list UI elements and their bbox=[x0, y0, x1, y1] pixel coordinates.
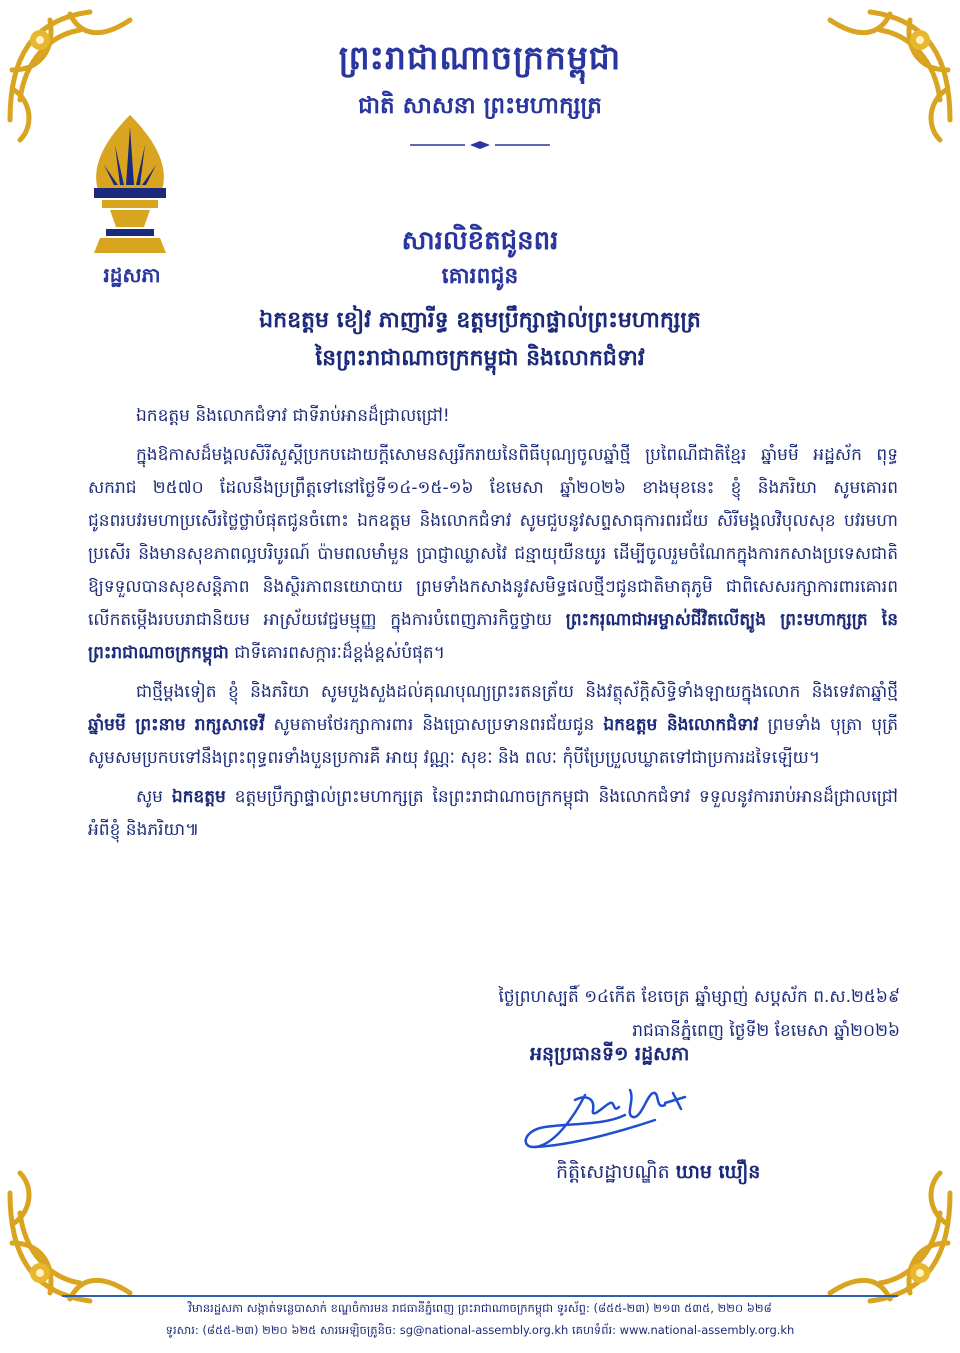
footer-address: វិមានរដ្ឋសភា សង្កាត់ទន្លេបាសាក់ ខណ្ឌចំការមន រាជធានីភ្នំពេញ ព្រះរាជាណាចក្រកម្ពុជា ទូរស័ព្ទ: (៨៥៥-២៣) ២១៣ ៥៣៥, ២២០ ៦២៨ bbox=[188, 1301, 772, 1315]
signatory-name: កិត្តិសេដ្ឋាបណ្ឌិត ឃាម ឃឿន bbox=[556, 1161, 761, 1183]
heading-divider bbox=[410, 140, 550, 150]
letter-date bbox=[410, 980, 900, 1048]
handwritten-signature bbox=[515, 1075, 745, 1165]
recipient-line-1: ឯកឧត្តម ខៀវ ភាញារីទ្ធ ឧត្តមប្រឹក្សាផ្ទាល់ព្រះមហាក្សត្រ bbox=[259, 308, 701, 333]
ornament-corner-bottom-right bbox=[810, 1163, 960, 1313]
kingdom-heading: ព្រះរាជាណាចក្រកម្ពុជា bbox=[338, 38, 622, 77]
salutation: ឯកឧត្តម និងលោកជំទាវ ជាទីរាប់អានដ៏ជ្រាលជ្រៅ! bbox=[136, 406, 450, 426]
paragraph-1: ក្នុងឱកាសដ៏មង្គលសិរីសួស្តីប្រកបដោយក្តីសោមនស្សរីករាយនៃពិធីបុណ្យចូលឆ្នាំថ្មី ប្រពៃណីជាតិខ្មែរ ឆ្នាំមមី អដ្ឋស័ក ពុទ្ធសករាជ ២៥៧០ ដែលនឹងប្រព្រឹត្តទៅនៅថ្ងៃទី១៤-១៥-១៦ ខែមេសា ឆ្នាំ២០២៦ ខាងមុខនេះ ខ្ញុំ និងភរិយា សូមគោរពជូនពរបវរមហាប្រសើរថ្លៃថ្លាបំផុតជូនចំពោះ ឯកឧត្តម និងលោកជំទាវ សូមជួបនូវសព្ទសាធុការពរជ័យ សិរីមង្គលវិបុលសុខ បវរមហាប្រសើរ និងមានសុខភាពល្អបរិបូរណ៍ ប៉ាមពលមាំមួន ប្រាជ្ញាឈ្លាសវៃ ជន្មាយុយឺនយូរ ដើម្បីចូលរួមចំណែកក្នុងការកសាងប្រទេសជាតិ ឱ្យទទួលបានសុខសន្តិភាព និងស្ថិរភាពនយោបាយ ព្រមទាំងកសាងនូវសមិទ្ធផលថ្មីៗជូនជាតិមាតុភូមិ ជាពិសេសរក្សាការពារគោរពលើកតម្កើងរបបរាជានិយម អាស្រ័យវេជ្ជមម្មុញ្ញ ក្នុងការបំពេញភារកិច្ចថ្វាយ ព្រះករុណាជាអម្ចាស់ជីវិតលើត្បូង ព្រះមហាក្សត្រ នៃព្រះរាជាណាចក្រកម្ពុជា ជាទីគោរពសក្ការៈដ៏ខ្ពង់ខ្ពស់បំផុត។ bbox=[88, 445, 898, 663]
letter-body bbox=[88, 400, 898, 853]
ornament-corner-bottom-left bbox=[0, 1163, 150, 1313]
motto-heading: ជាតិ សាសនា ព្រះមហាក្សត្រ bbox=[358, 93, 602, 119]
recipient-line-2: នៃព្រះរាជាណាចក្រកម្ពុជា និងលោកជំទាវ bbox=[315, 346, 645, 371]
footer-divider bbox=[62, 1295, 898, 1297]
footer-contacts: ទូរសារ: (៨៥៥-២៣) ២២០ ៦២៥ សារអេឡិចត្រូនិច: sg@national-assembly.org.kh គេហទំព័រ: www.national-assembly.org.kh bbox=[165, 1323, 795, 1337]
signatory-title: អនុប្រធានទី១ រដ្ឋសភា bbox=[530, 1043, 690, 1065]
paragraph-3: សូម ឯកឧត្តម ឧត្តមប្រឹក្សាផ្ទាល់ព្រះមហាក្សត្រ នៃព្រះរាជាណាចក្រកម្ពុជា និងលោកជំទាវ ទទួលនូវការរាប់អានដ៏ជ្រាលជ្រៅអំពីខ្ញុំ និងភរិយា៕ bbox=[88, 787, 898, 840]
letter-subtitle: គោរពជូន bbox=[441, 264, 519, 289]
date-lunar: ថ្ងៃព្រហស្បតិ៍ ១៤កើត ខែចេត្រ ឆ្នាំម្សាញ់ សប្តស័ក ព.ស.២៥៦៩ bbox=[498, 987, 900, 1007]
letter-title: សារលិខិតជូនពរ bbox=[401, 226, 559, 256]
emblem-label: រដ្ឋសភា bbox=[103, 263, 161, 287]
paragraph-2: ជាថ្មីម្តងទៀត ខ្ញុំ និងភរិយា សូមបួងសួងដល់គុណបុណ្យព្រះរតនត្រ័យ និងវត្ថុស័ក្តិសិទ្ធិទាំងឡាយក្នុងលោក និងទេវតាឆ្នាំថ្មី ឆ្នាំមមី ព្រះនាម រាក្សសាទេវី សូមតាមថែរក្សាការពារ និងប្រោសប្រទានពរជ័យជូន ឯកឧត្តម និងលោកជំទាវ ព្រមទាំង បុត្រា បុត្រី សូមសមប្រកបទៅនឹងព្រះពុទ្ធពរទាំងបួនប្រការគឺ អាយុ វណ្ណៈ សុខៈ និង ពលៈ កុំបីប្រែប្រួលឃ្លាតទៅជាប្រការដទៃឡើយ។ bbox=[88, 682, 898, 768]
date-place: រាជធានីភ្នំពេញ ថ្ងៃទី២ ខែមេសា ឆ្នាំ២០២៦ bbox=[632, 1021, 900, 1041]
